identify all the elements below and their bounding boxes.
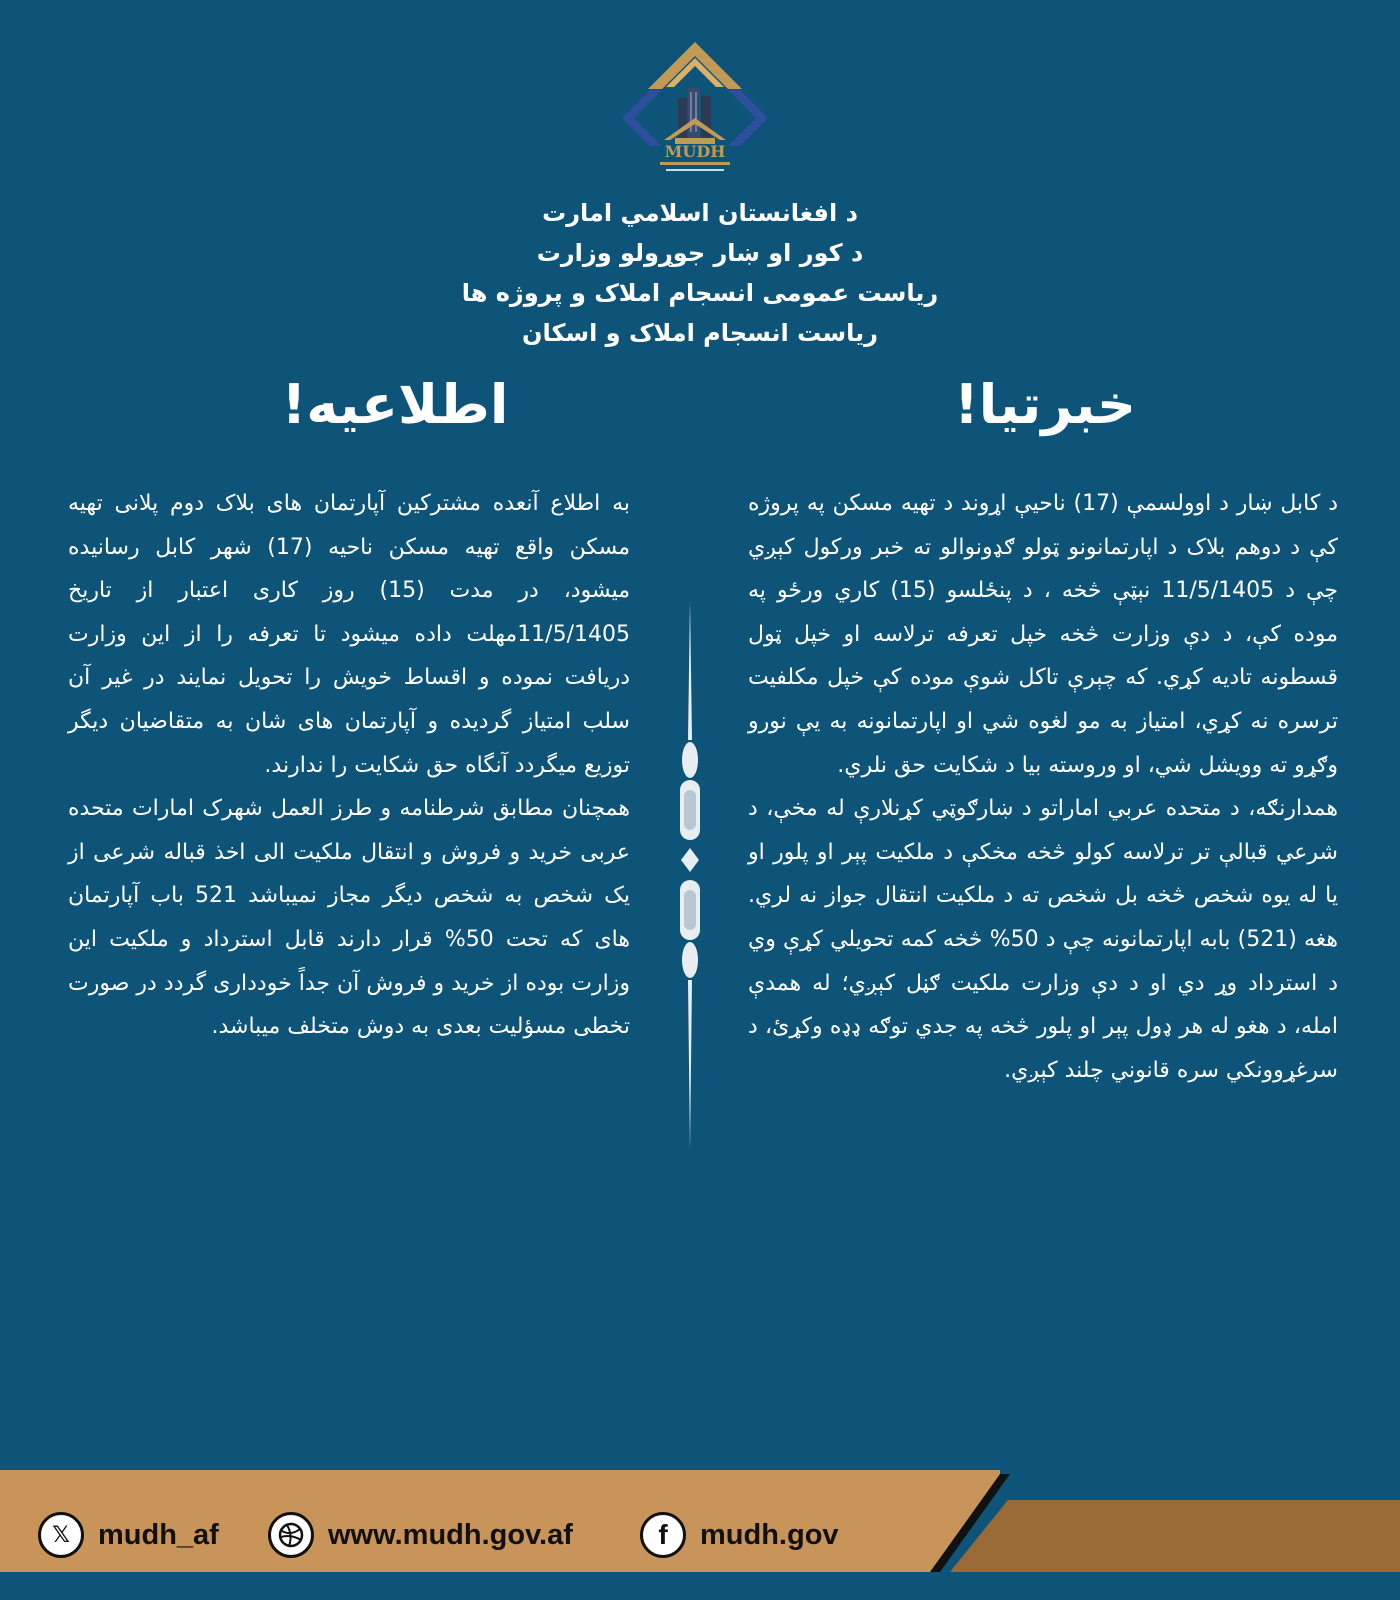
twitter-handle: mudh_af (98, 1518, 219, 1551)
facebook-icon: f (640, 1512, 686, 1558)
website-link[interactable] (268, 1510, 573, 1560)
dari-paragraph-2: همچنان مطابق شرطنامه و طرز العمل شهرک امارات متحده عربی خرید و فروش و انتقال ملکیت الی اخذ قباله شرعی از یک شخص به شخص دیگر مجاز نمیباشد 521 باب آپارتمان های که تحت 50% قرار دارند قابل استرداد و ملکیت این وزارت بوده از خرید و فروش آن جداً خودداری گردد در صورت تخطی مسؤلیت بعدی به دوش متخلف میباشد. (68, 796, 630, 1040)
pashto-heading: خبرتیا! (954, 373, 1136, 436)
twitter-link[interactable] (38, 1510, 219, 1560)
facebook-handle: mudh.gov (700, 1518, 839, 1551)
pashto-notice (748, 482, 1338, 1092)
logo-emblem-icon (620, 40, 770, 190)
svg-text:MUDH: MUDH (664, 142, 726, 161)
facebook-link[interactable] (640, 1510, 839, 1560)
website-url: www.mudh.gov.af (328, 1518, 573, 1551)
ornamental-divider (675, 600, 705, 1150)
globe-icon (268, 1512, 314, 1558)
header-line-directorate: ریاست انسجام املاک و اسکان (522, 319, 878, 347)
dari-notice (68, 482, 630, 1049)
dari-heading: اطلاعیه! (281, 373, 509, 436)
header-line-ministry: د کور او ښار جوړولو وزارت (536, 239, 864, 267)
footer-bar (0, 1470, 1400, 1600)
header-line-general-directorate: ریاست عمومی انسجام املاک و پروژه ها (461, 279, 939, 307)
x-icon: 𝕏 (38, 1512, 84, 1558)
pashto-paragraph-2: همدارنګه، د متحده عربي اماراتو د ښارګوټي کړنلارې له مخې، د شرعي قبالې تر ترلاسه کولو څخه مخکې د ملکیت پېر او پلور او یا له یوه شخص څخه بل شخص ته د ملکیت انتقال جواز نه لري. هغه (521) بابه اپارتمانونه چې د 50% څخه کمه تحویلي کړې وي د استرداد وړ دي او د دې وزارت ملکیت ګڼل کېږي؛ له همدې امله، د هغو له هر ډول پېر او پلور څخه په جدي توګه ډډه وکړئ، د سرغړوونکي سره قانوني چلند کېږي. (748, 796, 1338, 1083)
ministry-logo (620, 40, 770, 190)
header-line-emirate: د افغانستان اسلامي امارت (542, 199, 858, 227)
dari-paragraph-1: به اطلاع آنعده مشترکین آپارتمان های بلاک دوم پلانی تهیه مسکن واقع تهیه مسکن ناحیه (17) شهر کابل رسانیده میشود، در مدت (15) روز کاری اعتبار از تاریخ 11/5/1405مهلت داده میشود تا تعرفه را از این وزارت دریافت نموده و اقساط خویش را تحویل نمایند در غیر آن سلب امتیاز گردیده و آپارتمان های شان به متقاضیان دیگر توزیع میگردد آنگاه حق شکایت را ندارند. (68, 491, 631, 778)
ministry-header (300, 193, 1100, 353)
pashto-paragraph-1: د کابل ښار د اوولسمې (17) ناحیې اړوند د تهیه مسکن په پروژه کې د دوهم بلاک د اپارتمانونو ټولو ګډونوالو ته خبر ورکول کېږي چې د 11/5/1405 نېټې څخه ، د پنځلسو (15) کاري ورځو په موده کې، د دې وزارت څخه خپل تعرفه ترلاسه او خپل ټول قسطونه تادیه کړي. که چېرې تاکل شوې موده کې خپل مکلفیت ترسره نه کړي، امتیاز به مو لغوه شي او اپارتمانونه به یې نورو وګړو ته وویشل شي، او وروسته بیا د شکایت حق نلري. (748, 491, 1339, 778)
divider-ornament-icon (675, 600, 705, 1150)
